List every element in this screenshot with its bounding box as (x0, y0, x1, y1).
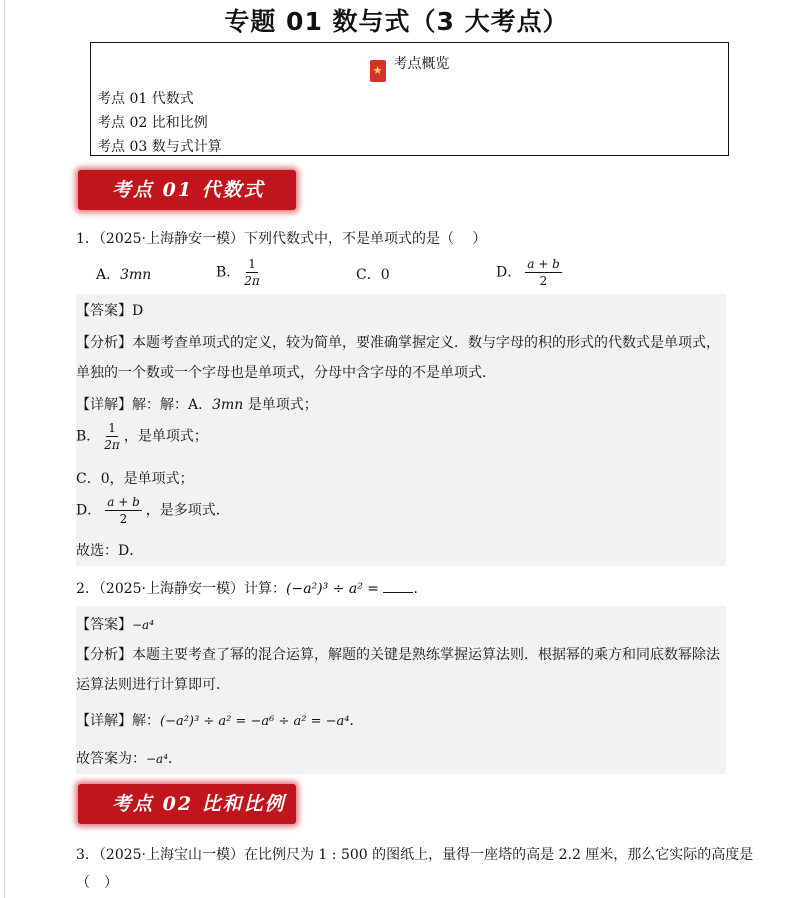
q2-analysis-line: 运算法则进行计算即可． (76, 677, 230, 693)
q1-d-fraction (105, 494, 142, 527)
q1-option-d-label: D． (496, 264, 522, 281)
q1-d-suffix: ，是多项式． (145, 502, 230, 519)
book-icon: ★ (370, 60, 386, 82)
q1-option-a (96, 264, 151, 284)
q1-b-prefix: B． (76, 428, 101, 445)
fraction-denominator: 2π (244, 274, 260, 288)
q1-stem: 1．（2025·上海静安一模）下列代数式中，不是单项式的是（ ） (76, 231, 487, 247)
answer-blank (383, 580, 413, 593)
q2-final (76, 748, 182, 768)
q1-b-fraction (104, 420, 120, 453)
fraction-denominator: 2 (539, 274, 548, 288)
q3-stem-line: 3．（2025·上海宝山一模）在比例尺为 1 : 500 的图纸上，量得一座塔的高是 2.2 厘米，那么它实际的高度是 (76, 847, 754, 863)
q1-option-b (216, 256, 264, 289)
q1-solution-box (76, 294, 726, 566)
q2-stem-prefix: 2．（2025·上海静安一模）计算： (76, 581, 286, 597)
q1-option-d-fraction (525, 256, 562, 289)
overview-item: 考点 02 比和比例 (97, 115, 208, 131)
fraction-denominator: 2 (119, 512, 128, 526)
q2-final-label: 故答案为： (76, 751, 146, 767)
q1-d-prefix: D． (76, 502, 102, 519)
q3-stem-line: （ ） (76, 875, 118, 891)
q1-option-c: C．0 (356, 267, 390, 283)
fraction-numerator: a + b (107, 495, 140, 509)
overview-heading (91, 53, 728, 82)
overview-heading-text: 考点概览 (393, 56, 450, 72)
fraction-numerator: 1 (108, 421, 116, 435)
q2-stem-suffix: ． (413, 581, 428, 597)
q2-detail-label: 【详解】解： (76, 713, 160, 729)
q2-final-expr: −a⁴ (146, 752, 169, 766)
q1-option-d (496, 256, 566, 289)
q1-option-a-label: A． (96, 267, 121, 283)
q2-answer (76, 614, 154, 634)
q1-analysis-line: 【分析】本题考查单项式的定义，较为简单，要准确掌握定义．数与字母的积的形式的代数式是单项式， (76, 335, 720, 351)
q1-option-a-expr: 3mn (120, 267, 152, 283)
q2-answer-label: 【答案】 (76, 617, 132, 633)
fraction-denominator: 2π (104, 438, 120, 452)
q2-detail-expr: (−a²)³ ÷ a² = −a⁶ ÷ a² = −a⁴ (160, 714, 350, 729)
q1-choice: 故选：D． (76, 543, 144, 559)
q1-option-b-fraction (244, 256, 260, 289)
q1-detail-d (76, 494, 230, 527)
overview-item: 考点 03 数与式计算 (97, 139, 222, 155)
q1-detail-prefix: 【详解】解：解：A． (76, 397, 213, 413)
section-banner-2: 考点 02 比和比例 (78, 784, 296, 824)
overview-box (90, 42, 729, 156)
q2-detail-end: ． (349, 713, 364, 729)
q1-answer: 【答案】D (76, 303, 144, 319)
overview-list (97, 87, 222, 159)
q1-detail-b (76, 420, 208, 453)
q2-detail (76, 710, 363, 730)
q1-detail-suffix: 是单项式； (247, 397, 318, 413)
q2-stem-expr: (−a²)³ ÷ a² = (286, 581, 379, 597)
q2-solution-box (76, 606, 726, 774)
q1-b-suffix: ，是单项式； (123, 428, 208, 445)
q2-answer-expr: −a⁴ (132, 618, 155, 632)
q1-detail-c: C．0，是单项式； (76, 471, 194, 487)
fraction-numerator: 1 (248, 257, 256, 271)
page-title: 专题 01 数与式（3 大考点） (224, 7, 569, 36)
q1-detail-expr: 3mn (212, 397, 244, 413)
q1-detail-a (76, 394, 318, 414)
page-left-rule (4, 0, 5, 898)
q2-final-end: ． (168, 751, 183, 767)
q1-analysis-line: 单独的一个数或一个字母也是单项式，分母中含字母的不是单项式． (76, 365, 496, 381)
q2-analysis-line: 【分析】本题主要考查了幂的混合运算，解题的关键是熟练掌握运算法则．根据幂的乘方和同底数幂除法 (76, 647, 720, 663)
q1-option-b-label: B． (216, 264, 241, 281)
section-banner-1: 考点 01 代数式 (78, 170, 296, 210)
overview-item: 考点 01 代数式 (97, 91, 194, 107)
fraction-numerator: a + b (527, 257, 560, 271)
q2-stem (76, 578, 427, 598)
